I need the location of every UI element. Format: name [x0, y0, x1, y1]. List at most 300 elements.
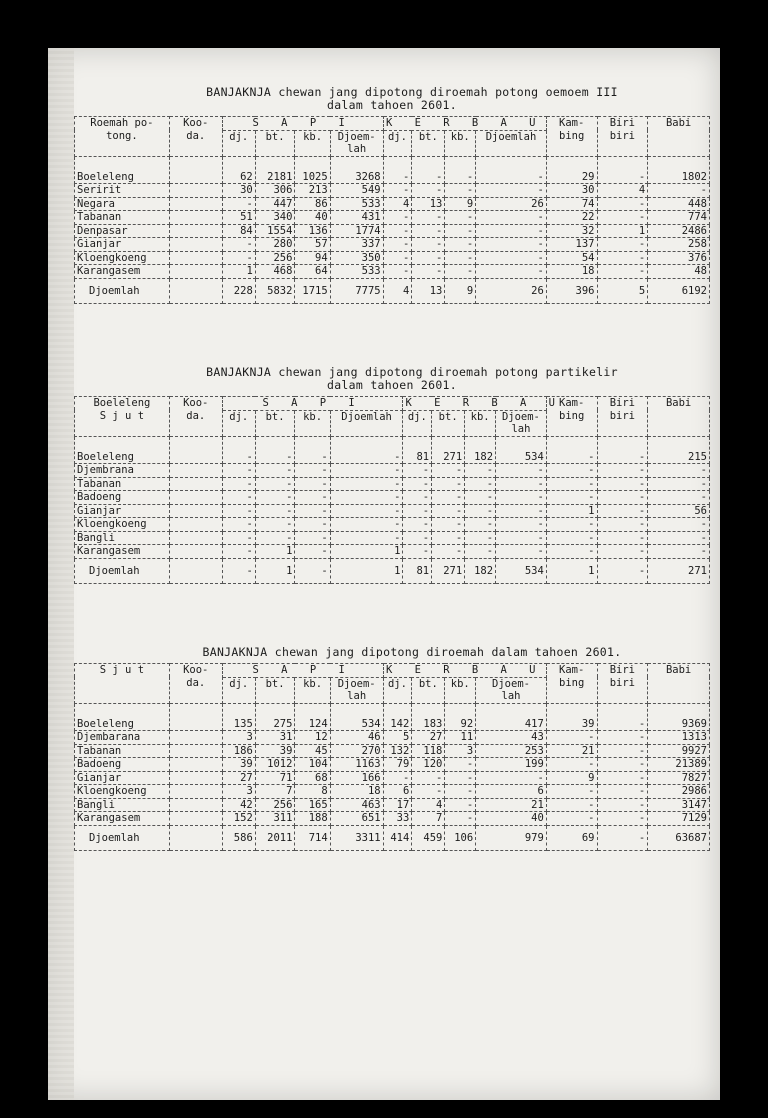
table-cell: 39 [222, 758, 255, 772]
table-title-line1: BANJAKNJA chewan jang dipotong diroemah potong oemoem III [206, 85, 618, 99]
table-cell: 270 [330, 744, 383, 758]
table-cell: 42 [222, 798, 255, 812]
table-cell: - [546, 758, 597, 772]
table-cell: - [597, 812, 648, 826]
table-cell: 33 [383, 812, 412, 826]
table-cell: - [597, 731, 648, 745]
table-cell: - [445, 758, 476, 772]
table-cell: - [546, 545, 597, 559]
table-row [75, 251, 710, 265]
row-label: Badoeng [75, 491, 170, 505]
table-cell: 4 [597, 184, 648, 198]
table-cell: - [330, 531, 403, 545]
col-header-sapi-kb: kb. [295, 130, 330, 156]
table-cell: - [465, 491, 496, 505]
table-cell: 447 [255, 197, 295, 211]
table-cell: - [295, 518, 330, 532]
table-cell: 18 [330, 785, 383, 799]
table-cell: 2986 [648, 785, 710, 799]
table-cell: - [432, 531, 465, 545]
row-label: Karangasem [75, 545, 170, 559]
table-cell: 57 [295, 238, 330, 252]
table-cell: 92 [445, 703, 476, 731]
table-cell: - [496, 477, 547, 491]
table-cell: - [546, 477, 597, 491]
table-cell: - [597, 156, 648, 184]
table-cell: - [597, 798, 648, 812]
table-cell [169, 812, 222, 826]
table-cell: - [465, 531, 496, 545]
table-row [75, 491, 710, 505]
table-cell: - [496, 518, 547, 532]
table-cell: 152 [222, 812, 255, 826]
table-cell: - [546, 785, 597, 799]
table-cell: - [445, 184, 476, 198]
col-header-kerbau-total: Djoemlah [476, 130, 547, 156]
table-row [75, 436, 710, 464]
total-cell: 5832 [255, 278, 295, 304]
table-cell: - [383, 251, 412, 265]
row-label: Seririt [75, 184, 170, 198]
table-cell: - [295, 477, 330, 491]
table-cell: 7129 [648, 812, 710, 826]
total-cell: 26 [476, 278, 547, 304]
table-cell: 1313 [648, 731, 710, 745]
table-cell: - [403, 504, 432, 518]
table-cell: 62 [222, 156, 255, 184]
table-cell: - [330, 491, 403, 505]
table-cell: 186 [222, 744, 255, 758]
table-title-line1: BANJAKNJA chewan jang dipotong diroemah potong partikelir [206, 365, 618, 379]
table-cell: 3 [445, 744, 476, 758]
table-cell: - [546, 798, 597, 812]
col-header-kerbau-bt: bt. [412, 677, 445, 703]
total-cell: 459 [412, 825, 445, 851]
total-cell: - [597, 825, 648, 851]
col-header-kerbau-kb: kb. [465, 410, 496, 436]
table-cell: 45 [295, 744, 330, 758]
table-cell: 651 [330, 812, 383, 826]
table-cell: - [546, 731, 597, 745]
data-table-3 [74, 663, 710, 851]
table-cell: 1012 [255, 758, 295, 772]
table-cell: - [255, 518, 295, 532]
table-cell [169, 238, 222, 252]
table-cell: - [597, 785, 648, 799]
data-table-2 [74, 396, 710, 584]
table-cell: 1 [330, 545, 403, 559]
table-cell: 376 [648, 251, 710, 265]
table-cell: - [412, 785, 445, 799]
table-cell: 306 [255, 184, 295, 198]
table-cell: 21389 [648, 758, 710, 772]
group-header-kerbau: K E R B A U [383, 664, 546, 678]
table-cell: 71 [255, 771, 295, 785]
table-cell: - [476, 238, 547, 252]
table-cell: - [465, 477, 496, 491]
table-cell: 468 [255, 265, 295, 279]
table-cell: - [445, 238, 476, 252]
table-cell: 132 [383, 744, 412, 758]
total-cell: 6192 [648, 278, 710, 304]
table-cell: 29 [546, 156, 597, 184]
table-row [75, 758, 710, 772]
col-header-sapi-bt: bt. [255, 677, 295, 703]
table-cell: 1163 [330, 758, 383, 772]
table-cell: 13 [412, 197, 445, 211]
table-cell: - [330, 518, 403, 532]
table-cell: 21 [546, 744, 597, 758]
table-cell: 27 [222, 771, 255, 785]
col-header-sapi-dj: dj. [222, 130, 255, 156]
total-label: Djoemlah [75, 825, 170, 851]
table-cell: - [597, 491, 648, 505]
table-cell: - [648, 184, 710, 198]
table-cell: - [445, 265, 476, 279]
table-section-3 [74, 646, 710, 851]
table-cell: - [432, 545, 465, 559]
table-cell: - [255, 436, 295, 464]
table-cell: - [403, 545, 432, 559]
table-cell: 166 [330, 771, 383, 785]
total-cell [169, 825, 222, 851]
table-cell: - [383, 238, 412, 252]
total-cell: - [597, 558, 648, 584]
table-cell: 8 [295, 785, 330, 799]
table-cell: - [432, 518, 465, 532]
table-cell: - [295, 464, 330, 478]
table-cell: 534 [496, 436, 547, 464]
table-cell: 188 [295, 812, 330, 826]
total-cell: 534 [496, 558, 547, 584]
table-cell: 256 [255, 251, 295, 265]
table-cell [169, 477, 222, 491]
table-cell: - [222, 238, 255, 252]
table-cell: - [222, 251, 255, 265]
row-label: Kloengkoeng [75, 518, 170, 532]
table-cell: - [255, 491, 295, 505]
table-cell: 1802 [648, 156, 710, 184]
total-cell: 228 [222, 278, 255, 304]
group-header-kerbau: K E R B A U [383, 117, 546, 131]
total-cell: 7775 [330, 278, 383, 304]
table-row [75, 812, 710, 826]
table-cell: 3 [222, 785, 255, 799]
table-cell: - [432, 477, 465, 491]
table-cell: 3147 [648, 798, 710, 812]
total-cell: 69 [546, 825, 597, 851]
table-cell: 142 [383, 703, 412, 731]
table-body [75, 703, 710, 851]
table-cell: 79 [383, 758, 412, 772]
table-cell: - [597, 518, 648, 532]
table-cell: 350 [330, 251, 383, 265]
table-row [75, 518, 710, 532]
table-cell: - [383, 265, 412, 279]
table-cell: 253 [476, 744, 547, 758]
table-cell: 51 [222, 211, 255, 225]
table-cell: - [465, 464, 496, 478]
table-cell: 463 [330, 798, 383, 812]
total-cell [169, 558, 222, 584]
table-cell: 1 [222, 265, 255, 279]
document-page [48, 48, 720, 1100]
table-cell: 533 [330, 265, 383, 279]
table-cell: 448 [648, 197, 710, 211]
col-header-sapi-bt: bt. [255, 410, 295, 436]
table-cell: 68 [295, 771, 330, 785]
table-cell: - [496, 504, 547, 518]
table-cell: - [465, 504, 496, 518]
table-cell: 40 [295, 211, 330, 225]
table-cell: 256 [255, 798, 295, 812]
col-header-kerbau-kb: kb. [445, 130, 476, 156]
table-cell: 165 [295, 798, 330, 812]
table-cell: - [330, 477, 403, 491]
total-cell: 106 [445, 825, 476, 851]
col-header-kambing: Kam- bing [546, 664, 597, 704]
col-header-sapi-bt: bt. [255, 130, 295, 156]
table-cell: 120 [412, 758, 445, 772]
table-cell: - [295, 491, 330, 505]
table-cell: 533 [330, 197, 383, 211]
total-cell: 714 [295, 825, 330, 851]
col-header-babi: Babi [648, 397, 710, 437]
table-cell: - [222, 477, 255, 491]
table-cell: 215 [648, 436, 710, 464]
group-header-kerbau: K E R B A U [403, 397, 546, 411]
table-cell [169, 771, 222, 785]
total-row [75, 825, 710, 851]
table-cell: 21 [476, 798, 547, 812]
table-cell: - [255, 477, 295, 491]
col-header-biri: Biri biri [597, 117, 648, 157]
table-cell: 18 [546, 265, 597, 279]
table-cell [169, 703, 222, 731]
table-cell: - [597, 504, 648, 518]
table-cell: - [295, 545, 330, 559]
table-cell: 22 [546, 211, 597, 225]
group-header-sapi: S A P I [222, 397, 403, 411]
table-cell: 3 [222, 731, 255, 745]
row-label: Tabanan [75, 477, 170, 491]
table-row [75, 785, 710, 799]
table-cell: - [222, 545, 255, 559]
table-cell: 182 [465, 436, 496, 464]
col-header-kerbau-total: Djoem- lah [496, 410, 547, 436]
table-cell [169, 156, 222, 184]
table-cell [169, 464, 222, 478]
table-cell: - [330, 504, 403, 518]
table-cell: - [597, 477, 648, 491]
table-cell: - [546, 812, 597, 826]
table-cell [169, 491, 222, 505]
table-cell: - [476, 184, 547, 198]
table-cell: - [222, 464, 255, 478]
table-cell: - [648, 477, 710, 491]
total-cell: 396 [546, 278, 597, 304]
table-cell: - [597, 531, 648, 545]
col-header-kerbau-bt: bt. [412, 130, 445, 156]
table-cell: - [496, 491, 547, 505]
table-cell: 6 [383, 785, 412, 799]
col-header-sapi-total: Djoem- lah [330, 130, 383, 156]
table-row [75, 211, 710, 225]
table-cell: 54 [546, 251, 597, 265]
table-cell: 3268 [330, 156, 383, 184]
table-row [75, 197, 710, 211]
table-cell: 431 [330, 211, 383, 225]
table-cell: 1 [546, 504, 597, 518]
total-cell: 5 [597, 278, 648, 304]
table-title-line2: dalam tahoen 2601. [326, 98, 458, 112]
table-cell: 534 [330, 703, 383, 731]
table-cell [169, 545, 222, 559]
table-cell [169, 184, 222, 198]
table-cell: - [412, 771, 445, 785]
table-cell: - [383, 771, 412, 785]
total-cell: 13 [412, 278, 445, 304]
table-cell: - [496, 464, 547, 478]
table-cell: - [546, 464, 597, 478]
table-row [75, 464, 710, 478]
table-cell: 84 [222, 224, 255, 238]
total-label: Djoemlah [75, 558, 170, 584]
table-cell: - [330, 436, 403, 464]
table-cell [169, 518, 222, 532]
table-cell: 2486 [648, 224, 710, 238]
table-cell: 64 [295, 265, 330, 279]
table-cell: - [403, 464, 432, 478]
row-label: Boeleleng [75, 703, 170, 731]
table-cell: - [476, 224, 547, 238]
table-cell: 5 [383, 731, 412, 745]
total-cell: 414 [383, 825, 412, 851]
table-cell: - [465, 518, 496, 532]
table-cell: - [465, 545, 496, 559]
row-label: Djembarana [75, 731, 170, 745]
table-cell [169, 744, 222, 758]
table-cell [169, 251, 222, 265]
col-header-first: Roemah po- tong. [75, 117, 170, 157]
col-header-sapi-kb: kb. [295, 677, 330, 703]
table-cell: - [597, 211, 648, 225]
col-header-babi: Babi [648, 117, 710, 157]
table-cell: - [476, 211, 547, 225]
table-cell: 280 [255, 238, 295, 252]
table-cell: - [222, 491, 255, 505]
table-cell: 4 [383, 197, 412, 211]
table-cell: - [412, 156, 445, 184]
table-cell: 7 [255, 785, 295, 799]
table-cell: 135 [222, 703, 255, 731]
total-cell: 2011 [255, 825, 295, 851]
table-cell: - [496, 545, 547, 559]
total-cell: - [222, 558, 255, 584]
total-cell: - [295, 558, 330, 584]
table-cell: 1 [255, 545, 295, 559]
table-cell: - [383, 184, 412, 198]
total-row [75, 558, 710, 584]
table-cell: - [432, 491, 465, 505]
row-label: Karangasem [75, 812, 170, 826]
table-cell: 137 [546, 238, 597, 252]
total-cell: 1 [330, 558, 403, 584]
table-cell: - [222, 504, 255, 518]
table-cell: 258 [648, 238, 710, 252]
table-cell: - [597, 758, 648, 772]
table-title-3 [74, 646, 710, 659]
table-cell: - [445, 156, 476, 184]
table-cell: - [295, 504, 330, 518]
group-header-sapi: S A P I [222, 117, 383, 131]
table-cell: 9 [546, 771, 597, 785]
table-title-line1: BANJAKNJA chewan jang dipotong diroemah dalam tahoen 2601. [202, 645, 622, 659]
table-cell: 39 [255, 744, 295, 758]
table-row [75, 265, 710, 279]
table-cell: 183 [412, 703, 445, 731]
table-cell: 9927 [648, 744, 710, 758]
table-cell: - [546, 518, 597, 532]
table-cell: - [476, 251, 547, 265]
table-cell [169, 504, 222, 518]
total-cell: 271 [432, 558, 465, 584]
table-section-1 [74, 86, 710, 304]
table-cell: 774 [648, 211, 710, 225]
table-cell: 417 [476, 703, 547, 731]
table-cell: 4 [412, 798, 445, 812]
row-label: Kloengkoeng [75, 251, 170, 265]
col-header-kerbau-bt: bt. [432, 410, 465, 436]
table-cell: 9 [445, 197, 476, 211]
table-cell [169, 436, 222, 464]
table-cell: 271 [432, 436, 465, 464]
table-cell: - [222, 518, 255, 532]
total-cell: 9 [445, 278, 476, 304]
table-cell: - [597, 436, 648, 464]
table-cell: - [445, 771, 476, 785]
table-cell: - [412, 238, 445, 252]
col-header-kooda: Koo- da. [169, 117, 222, 157]
table-cell: 46 [330, 731, 383, 745]
table-cell: 1554 [255, 224, 295, 238]
table-cell: 11 [445, 731, 476, 745]
table-row [75, 224, 710, 238]
table-cell: - [597, 251, 648, 265]
table-cell: 118 [412, 744, 445, 758]
table-cell: - [597, 771, 648, 785]
row-label: Djembrana [75, 464, 170, 478]
table-body [75, 436, 710, 584]
col-header-kerbau-dj: dj. [403, 410, 432, 436]
row-label: Negara [75, 197, 170, 211]
table-cell: - [476, 156, 547, 184]
col-header-kerbau-kb: kb. [445, 677, 476, 703]
col-header-kooda: Koo- da. [169, 397, 222, 437]
table-row [75, 477, 710, 491]
row-label: Gianjar [75, 238, 170, 252]
table-cell: 39 [546, 703, 597, 731]
row-label: Tabanan [75, 744, 170, 758]
table-cell: 43 [476, 731, 547, 745]
table-cell: - [403, 531, 432, 545]
table-cell: - [222, 531, 255, 545]
table-row [75, 184, 710, 198]
table-cell: 30 [546, 184, 597, 198]
table-cell: - [496, 531, 547, 545]
table-cell: - [295, 436, 330, 464]
col-header-sapi-kb: kb. [295, 410, 330, 436]
